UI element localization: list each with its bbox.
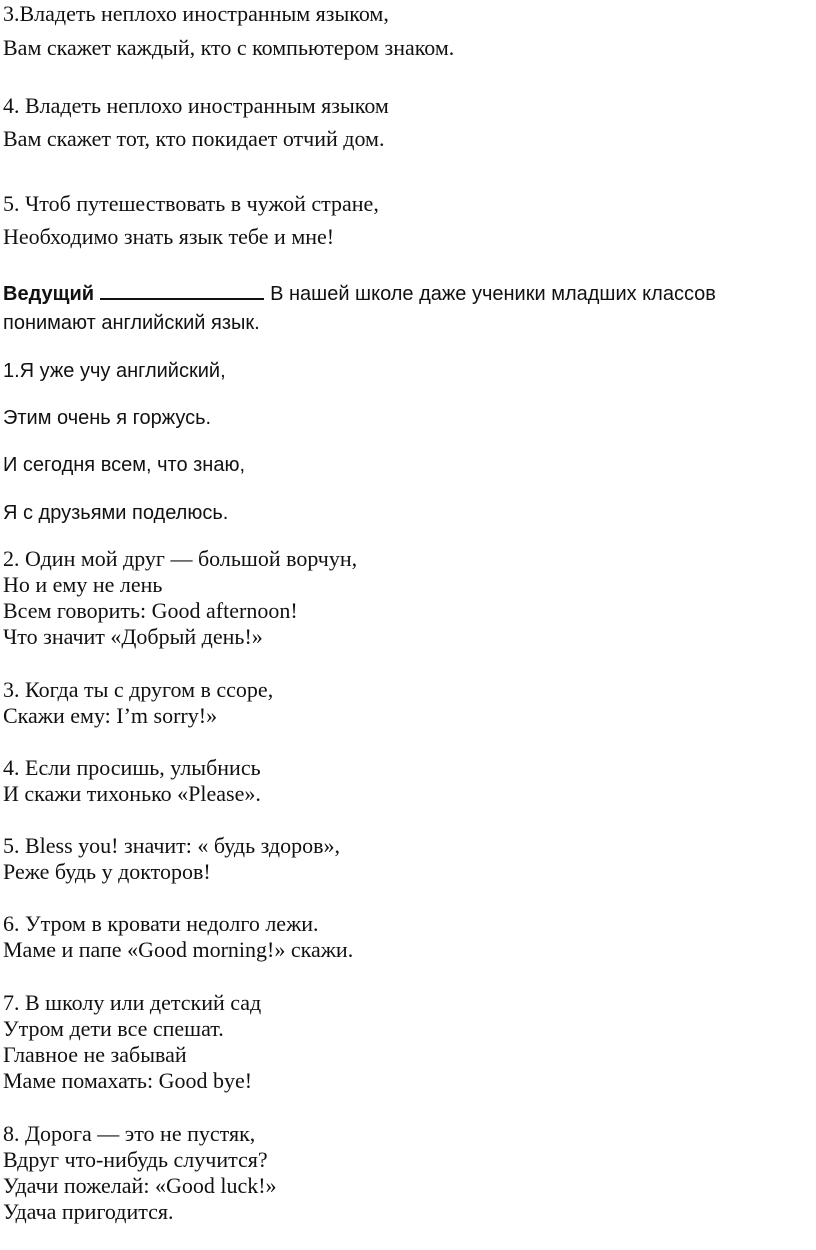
poem1-line-3: И сегодня всем, что знаю, bbox=[3, 454, 246, 476]
poem1-line-2: Этим очень я горжусь. bbox=[3, 407, 212, 429]
stanza8-line-2: Вдруг что-нибудь случится? bbox=[3, 1147, 268, 1172]
stanza-3-line-1: 3.Владеть неплохо иностранным языком, bbox=[3, 1, 389, 26]
host-paragraph-line-1 bbox=[3, 284, 716, 304]
stanza5-line-2: Реже будь у докторов! bbox=[3, 859, 211, 884]
stanza8-line-3: Удачи пожелай: «Good luck!» bbox=[3, 1173, 277, 1198]
stanza5-line-1: 5. Bless you! значит: « будь здоров», bbox=[3, 833, 340, 858]
stanza-3-line-2: Вам скажет каждый, кто с компьютером знаком. bbox=[3, 35, 455, 60]
stanza4-line-1: 4. Если просишь, улыбнись bbox=[3, 755, 261, 780]
stanza7-line-1: 7. В школу или детский сад bbox=[3, 990, 262, 1015]
stanza-5-line-2: Необходимо знать язык тебе и мне! bbox=[3, 224, 335, 249]
stanza8-line-1: 8. Дорога — это не пустяк, bbox=[3, 1121, 256, 1146]
stanza2-line-1: 2. Один мой друг — большой ворчун, bbox=[3, 546, 358, 571]
stanza7-line-2: Утром дети все спешат. bbox=[3, 1016, 224, 1041]
stanza3-line-1: 3. Когда ты с другом в ссоре, bbox=[3, 677, 274, 702]
stanza6-line-1: 6. Утром в кровати недолго лежи. bbox=[3, 911, 319, 936]
stanza-4-line-1: 4. Владеть неплохо иностранным языком bbox=[3, 93, 389, 118]
stanza6-line-2: Маме и папе «Good morning!» скажи. bbox=[3, 937, 354, 962]
host-label: Ведущий bbox=[3, 283, 95, 305]
poem1-line-4: Я с друзьями поделюсь. bbox=[3, 502, 229, 524]
stanza2-line-2: Но и ему не лень bbox=[3, 572, 163, 597]
stanza-5-line-1: 5. Чтоб путешествовать в чужой стране, bbox=[3, 191, 379, 216]
stanza2-line-4: Что значит «Добрый день!» bbox=[3, 624, 263, 649]
stanza-4-line-2: Вам скажет тот, кто покидает отчий дом. bbox=[3, 126, 385, 151]
stanza7-line-4: Маме помахать: Good bye! bbox=[3, 1068, 253, 1093]
host-paragraph-line-2: понимают английский язык. bbox=[3, 312, 260, 334]
poem1-line-1: 1.Я уже учу английский, bbox=[3, 360, 226, 382]
stanza4-line-2: И скажи тихонько «Please». bbox=[3, 781, 261, 806]
name-blank bbox=[100, 284, 264, 300]
stanza3-line-2: Скажи ему: I’m sorry!» bbox=[3, 703, 218, 728]
stanza8-line-4: Удача пригодится. bbox=[3, 1199, 174, 1224]
stanza7-line-3: Главное не забывай bbox=[3, 1042, 187, 1067]
host-text: В нашей школе даже ученики младших классов bbox=[270, 283, 716, 305]
stanza2-line-3: Всем говорить: Good afternoon! bbox=[3, 598, 298, 623]
